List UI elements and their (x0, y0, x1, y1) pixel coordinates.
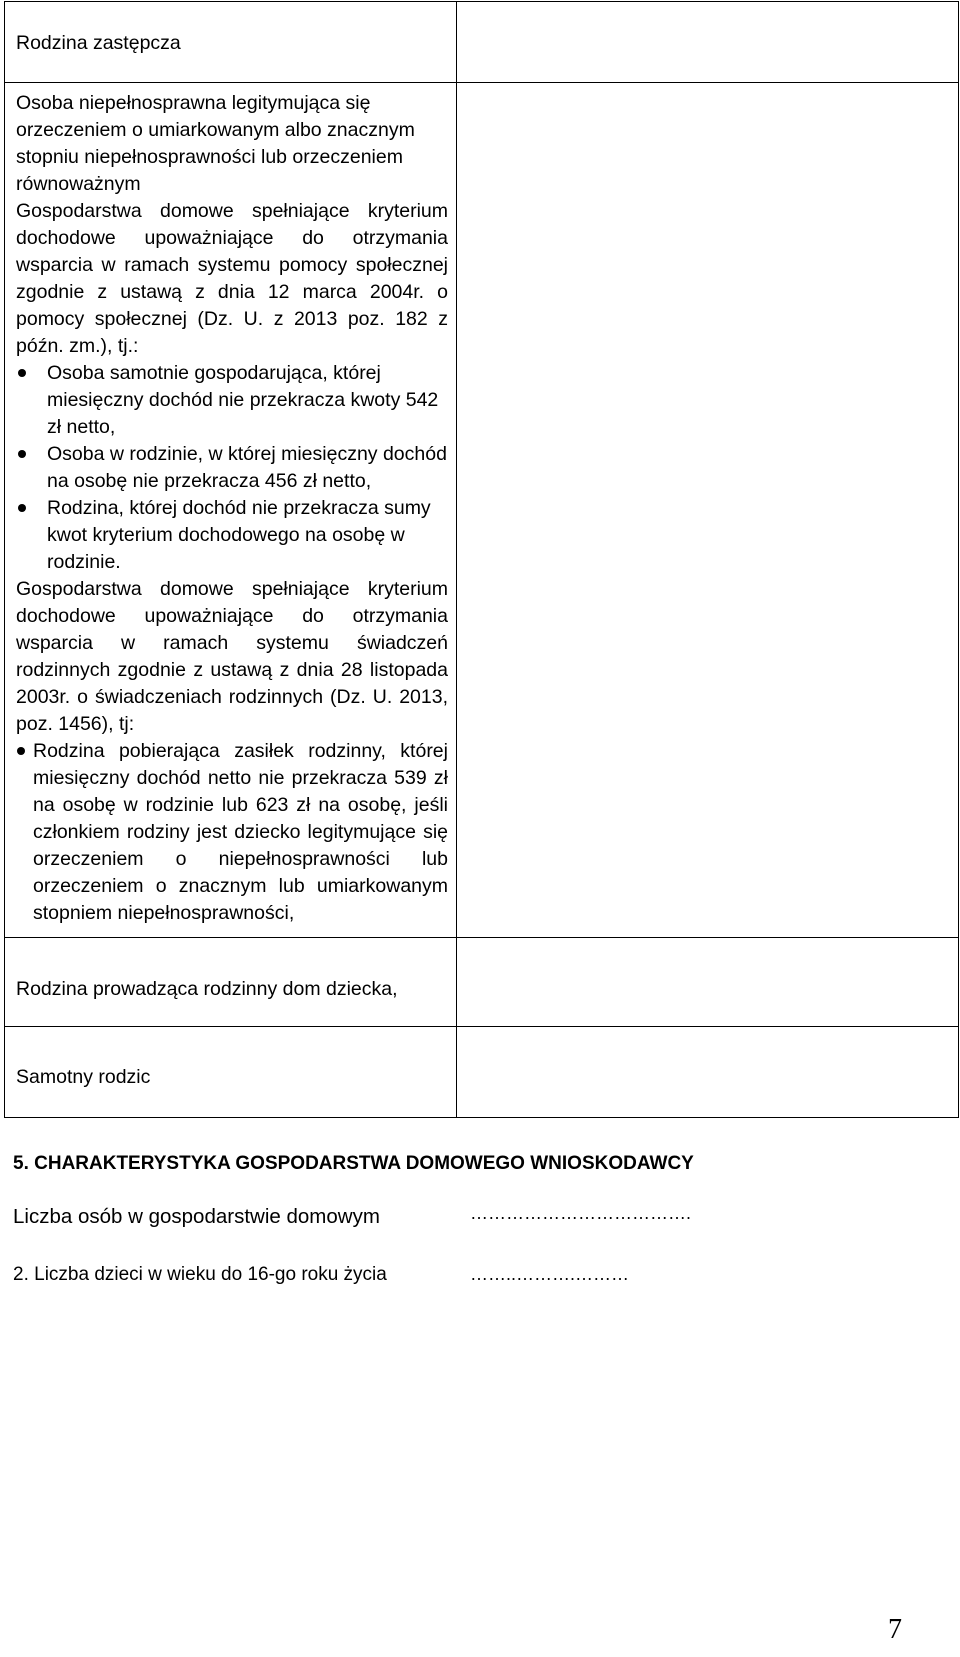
category-cell (5, 1027, 457, 1118)
answer-cell[interactable] (457, 1027, 959, 1118)
social-assistance-criteria-list (16, 360, 448, 576)
list-item: Rodzina, której dochód nie przekracza sumy kwot kryterium dochodowego na osobę w rodzinie. (16, 495, 448, 576)
table-row (5, 2, 959, 83)
page-number: 7 (888, 1614, 902, 1645)
bullet-icon (18, 504, 26, 512)
table-row (5, 1027, 959, 1118)
children-count-label: 2. Liczba dzieci w wieku do 16-go roku życia (13, 1264, 387, 1285)
list-item: Osoba w rodzinie, w której miesięczny dochód na osobę nie przekracza 456 zł netto, (16, 441, 448, 495)
category-single-parent: Samotny rodzic (16, 1066, 151, 1088)
household-size-label: Liczba osób w gospodarstwie domowym (13, 1205, 380, 1228)
list-item: Osoba samotnie gospodarująca, której miesięczny dochód nie przekracza kwoty 542 zł netto, (16, 360, 448, 441)
bullet-icon (18, 369, 26, 377)
answer-cell[interactable] (457, 2, 959, 83)
bullet-icon (17, 747, 25, 755)
category-disabled-person: Osoba niepełnosprawna legitymująca się orzeczeniem o umiarkowanym albo znacznym stopniu niepełnosprawności lub orzeczeniem równoważnym (16, 92, 415, 195)
category-cell (5, 83, 457, 938)
family-benefits-criteria-list (16, 738, 448, 927)
answer-cell[interactable] (457, 83, 959, 938)
section-title: 5. CHARAKTERYSTYKA GOSPODARSTWA DOMOWEGO WNIOSKODAWCY (13, 1153, 694, 1174)
table-row (5, 83, 959, 938)
children-count-field[interactable]: ……..……….……… (470, 1264, 630, 1284)
category-family-orphanage: Rodzina prowadząca rodzinny dom dziecka, (16, 978, 398, 1000)
category-cell (5, 938, 457, 1027)
category-cell (5, 2, 457, 83)
category-family-benefits: Gospodarstwa domowe spełniające kryterium dochodowe upoważniające do otrzymania wsparcia w ramach systemu świadczeń rodzinnych zgodnie z ustawą z dnia 28 listopada 2003r. o świadczeniach rodzinnych (Dz. U. 2013, poz. 1456), tj: (16, 578, 448, 735)
category-foster-family: Rodzina zastępcza (16, 32, 181, 54)
table-row (5, 938, 959, 1027)
category-social-assistance: Gospodarstwa domowe spełniające kryterium dochodowe upoważniające do otrzymania wsparcia w ramach systemu pomocy społecznej zgodnie z ustawą z dnia 12 marca 2004r. o pomocy społecznej (Dz. U. z 2013 poz. 182 z późn. zm.), tj.: (16, 200, 448, 357)
answer-cell[interactable] (457, 938, 959, 1027)
bullet-icon (18, 450, 26, 458)
eligibility-table (4, 1, 959, 1118)
list-item: Rodzina pobierająca zasiłek rodzinny, której miesięczny dochód netto nie przekracza 539 zł na osobę w rodzinie lub 623 zł na osobę, jeśli członkiem rodziny jest dziecko legitymujące się orzeczeniem o niepełnosprawności lub orzeczeniem o znacznym lub umiarkowanym stopniem niepełnosprawności, (16, 738, 448, 927)
household-size-field[interactable]: ………………………………. (470, 1203, 692, 1223)
